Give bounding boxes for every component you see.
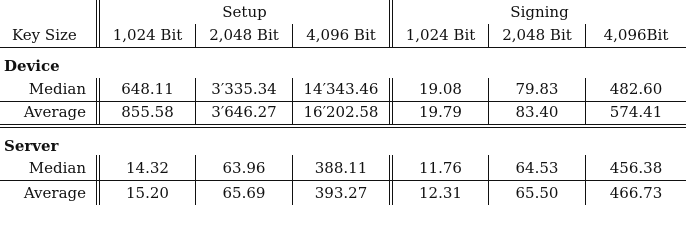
- server-average-setup-2048: 65.69: [222, 184, 266, 202]
- server-row-rule: [0, 180, 686, 181]
- header-rule: [0, 47, 686, 48]
- device-median-setup-1024: 648.11: [121, 80, 174, 98]
- server-average-label: Average: [23, 184, 86, 202]
- signing-4096-header: 4,096Bit: [603, 26, 669, 44]
- key-size-header: Key Size: [12, 26, 77, 44]
- signing-group-header: Signing: [510, 3, 569, 21]
- device-average-sign-4096: 574.41: [609, 103, 663, 121]
- device-median-label: Median: [28, 80, 86, 98]
- device-section-title: Device: [4, 57, 60, 75]
- server-average-sign-4096: 466.73: [609, 184, 663, 202]
- device-average-sign-2048: 83.40: [515, 103, 559, 121]
- device-median-setup-4096: 14′343.46: [303, 80, 379, 98]
- setup-1024-header: 1,024 Bit: [112, 26, 183, 44]
- server-median-setup-2048: 63.96: [222, 159, 266, 177]
- server-median-label: Median: [28, 159, 86, 177]
- device-median-sign-1024: 19.08: [419, 80, 462, 98]
- setup-group-header: Setup: [222, 3, 267, 21]
- device-median-sign-2048: 79.83: [515, 80, 559, 98]
- server-median-sign-1024: 11.76: [419, 159, 462, 177]
- server-median-setup-4096: 388.11: [314, 159, 368, 177]
- device-section-bottom-rule-1: [0, 124, 686, 125]
- server-average-sign-1024: 12.31: [419, 184, 462, 202]
- server-average-setup-4096: 393.27: [314, 184, 368, 202]
- key-size-divider-1: [96, 0, 97, 47]
- server-average-setup-1024: 15.20: [126, 184, 169, 202]
- group-divider-1: [389, 0, 390, 47]
- server-median-setup-1024: 14.32: [126, 159, 169, 177]
- device-median-sign-4096: 482.60: [609, 80, 663, 98]
- setup-4096-header: 4,096 Bit: [306, 26, 376, 44]
- device-average-setup-4096: 16′202.58: [303, 103, 379, 121]
- server-section-title: Server: [4, 137, 59, 155]
- device-average-setup-2048: 3′646.27: [211, 103, 277, 121]
- device-average-label: Average: [23, 103, 86, 121]
- device-section-bottom-rule-2: [0, 127, 686, 128]
- signing-1024-header: 1,024 Bit: [405, 26, 476, 44]
- signing-2048-header: 2,048 Bit: [502, 26, 572, 44]
- device-median-setup-2048: 3′335.34: [211, 80, 277, 98]
- device-group-divider-1: [389, 78, 390, 124]
- setup-2048-header: 2,048 Bit: [209, 26, 279, 44]
- device-average-setup-1024: 855.58: [121, 103, 174, 121]
- server-median-sign-4096: 456.38: [609, 159, 663, 177]
- server-median-sign-2048: 64.53: [515, 159, 559, 177]
- server-key-size-divider-1: [96, 155, 97, 205]
- server-group-divider-1: [389, 155, 390, 205]
- device-average-sign-1024: 19.79: [419, 103, 462, 121]
- device-row-rule: [0, 101, 686, 102]
- server-average-sign-2048: 65.50: [515, 184, 559, 202]
- device-key-size-divider-1: [96, 78, 97, 124]
